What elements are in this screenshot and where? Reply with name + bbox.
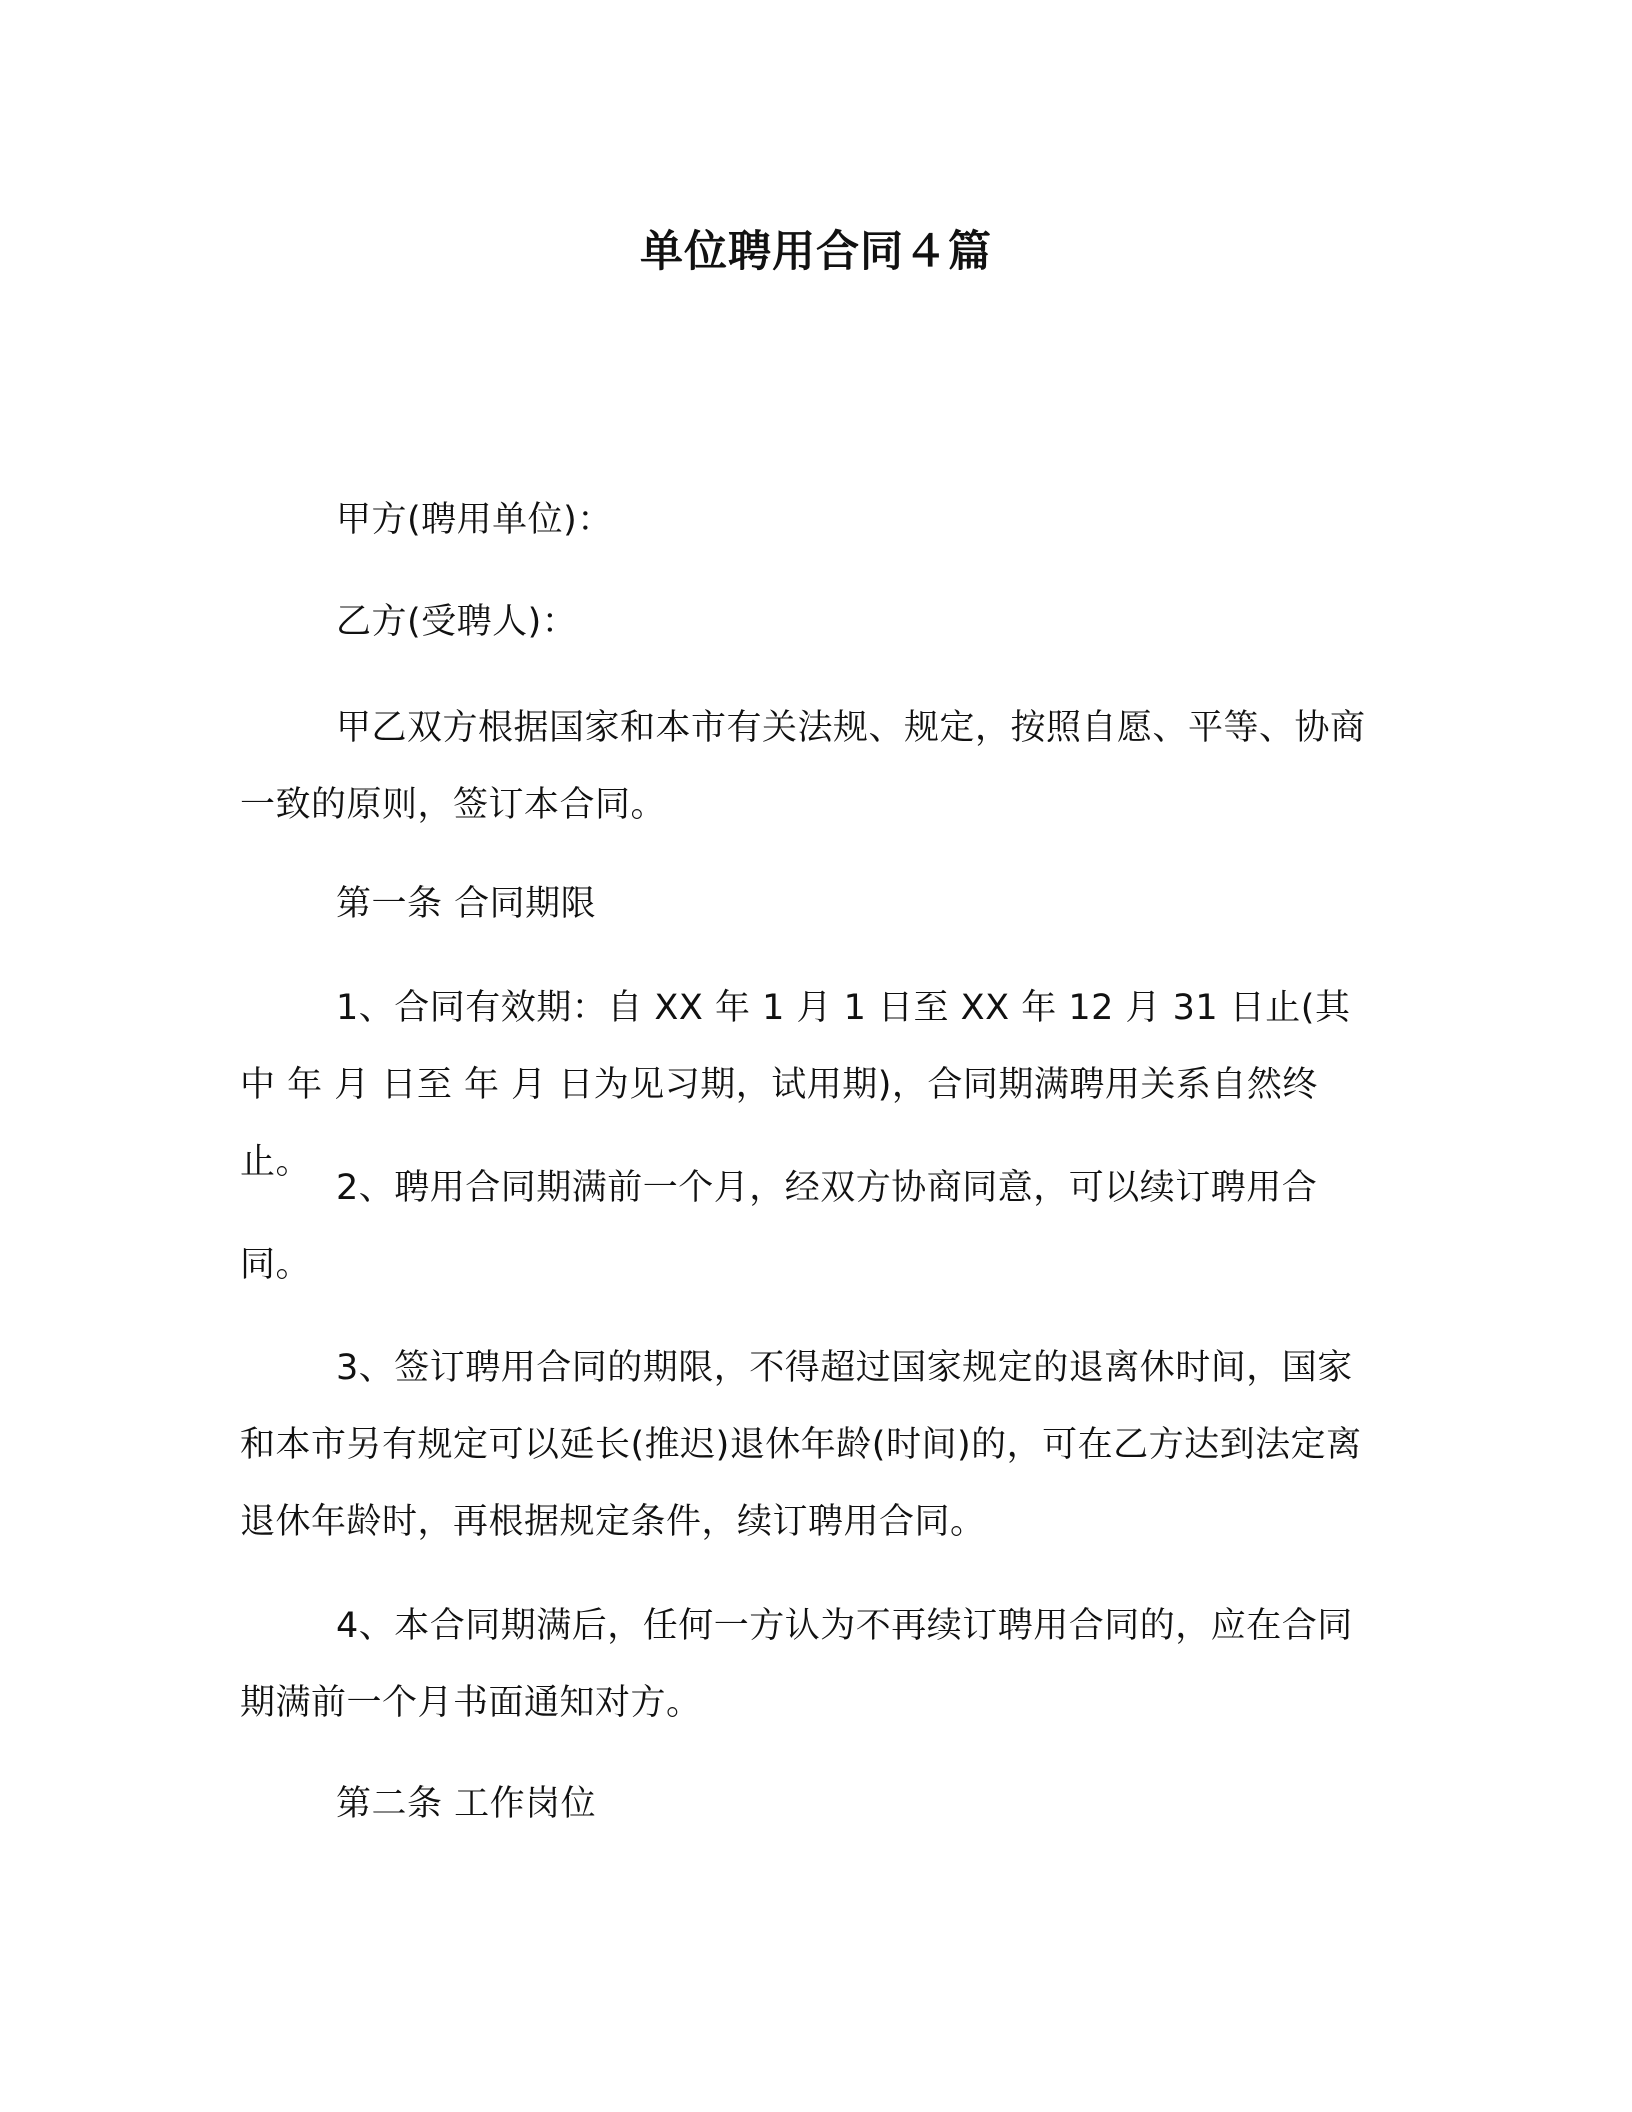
article-2-heading: 第二条 工作岗位 bbox=[336, 1784, 597, 1824]
article-1-clause-4: 4、本合同期满后，任何一方认为不再续订聘用合同的，应在合同期满前一个月书面通知对方。 bbox=[240, 1606, 1353, 1723]
article-1-clause-2: 2、聘用合同期满前一个月，经双方协商同意，可以续订聘用合同。 bbox=[240, 1168, 1318, 1285]
preamble-paragraph: 甲乙双方根据国家和本市有关法规、规定，按照自愿、平等、协商一致的原则，签订本合同。 bbox=[240, 708, 1366, 825]
party-a-line: 甲方(聘用单位)： bbox=[336, 500, 613, 540]
article-1-heading: 第一条 合同期限 bbox=[336, 884, 597, 924]
article-1-clause-1: 1、合同有效期：自 XX 年 1 月 1 日至 XX 年 12 月 31 日止(其中 年 月 日至 年 月 日为见习期，试用期)，合同期满聘用关系自然终止。 bbox=[240, 988, 1351, 1182]
document-title: 单位聘用合同４篇 bbox=[640, 227, 992, 277]
party-b-line: 乙方(受聘人)： bbox=[336, 602, 578, 642]
article-1-clause-3: 3、签订聘用合同的期限，不得超过国家规定的退离休时间，国家和本市另有规定可以延长(推迟)退休年龄(时间)的，可在乙方达到法定离退休年龄时，再根据规定条件，续订聘用合同。 bbox=[240, 1348, 1362, 1542]
